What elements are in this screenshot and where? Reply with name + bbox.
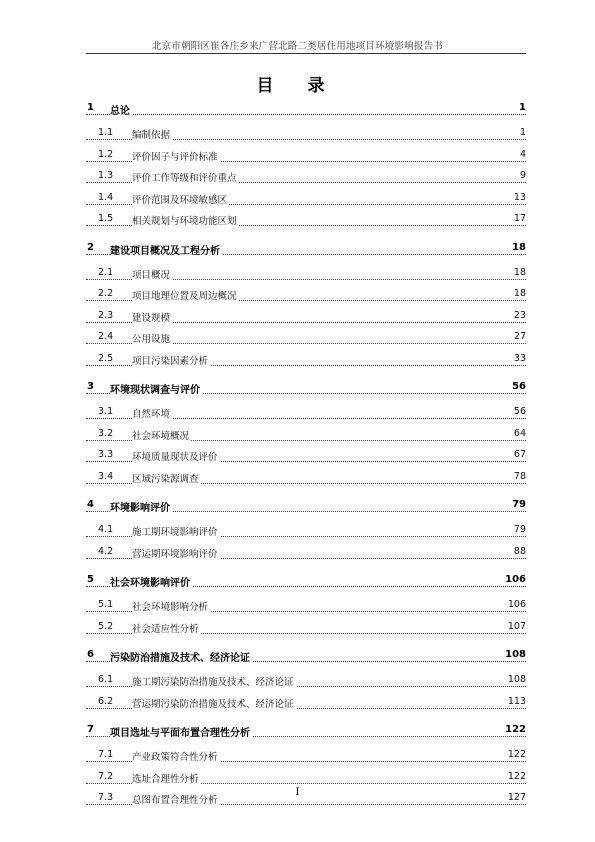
toc-entry-title: 社会环境概况 <box>132 428 191 442</box>
toc-entry-page: 108 <box>505 649 526 660</box>
page-number: I <box>295 787 300 798</box>
toc-entry-number: 1.3 <box>98 170 114 181</box>
toc-entry-page: 122 <box>507 749 526 760</box>
toc-section-entry[interactable] <box>86 674 526 690</box>
toc-entry-number: 2.1 <box>98 266 114 278</box>
toc-entry-title: 总图布置合理性分析 <box>132 792 220 806</box>
toc-section-entry[interactable] <box>86 749 526 765</box>
toc-entry-number: 4.1 <box>98 524 114 535</box>
toc-entry-title: 建设规模 <box>132 310 172 324</box>
toc-entry-title: 环境现状调查与评价 <box>110 381 202 396</box>
toc-entry-title: 施工期污染防治措施及技术、经济论证 <box>132 674 296 688</box>
toc-section-entry[interactable] <box>86 599 526 615</box>
toc-section-entry[interactable] <box>86 127 526 143</box>
toc-section-entry[interactable] <box>86 213 526 229</box>
toc-chapter-entry[interactable] <box>86 574 526 590</box>
toc-entry-title: 公用设施 <box>132 331 172 345</box>
running-header: 北京市朝阳区崔各庄乡来广营北路二类居住用地项目环境影响报告书 <box>151 41 443 52</box>
toc-chapter-entry[interactable] <box>86 499 526 515</box>
toc-section-entry[interactable] <box>86 696 526 712</box>
toc-entry-page: 56 <box>512 381 526 392</box>
toc-entry-title: 营运期环境影响评价 <box>132 546 220 560</box>
toc-entry-page: 23 <box>513 309 526 321</box>
toc-entry-number: 5.1 <box>98 599 114 610</box>
toc-entry-title: 环境影响评价 <box>110 499 172 514</box>
toc-entry-page: 18 <box>513 266 526 278</box>
toc-entry-page: 106 <box>507 599 526 610</box>
toc-entry-title: 产业政策符合性分析 <box>132 749 220 763</box>
toc-chapter-entry[interactable] <box>86 102 526 118</box>
toc-entry-number: 3.3 <box>98 449 114 460</box>
toc-entry-page: 13 <box>513 191 526 203</box>
toc-entry-title: 项目地理位置及周边概况 <box>132 288 239 302</box>
toc-section-entry[interactable] <box>86 406 526 422</box>
toc-entry-title: 区域污染源调查 <box>132 471 201 485</box>
toc-entry-page: 113 <box>507 695 526 707</box>
toc-entry-number: 3.1 <box>98 406 114 417</box>
toc-section-entry[interactable] <box>86 267 526 283</box>
toc-entry-page: 64 <box>513 427 526 439</box>
toc-section-entry[interactable] <box>86 170 526 186</box>
toc-entry-number: 1.2 <box>98 148 114 160</box>
header-divider <box>86 53 526 54</box>
toc-entry-title: 编制依据 <box>132 127 172 141</box>
toc-entry-title: 选址合理性分析 <box>132 771 201 785</box>
toc-entry-page: 122 <box>505 724 526 735</box>
toc-entry-title: 营运期污染防治措施及技术、经济论证 <box>132 696 296 710</box>
toc-section-entry[interactable] <box>86 524 526 540</box>
toc-section-entry[interactable] <box>86 353 526 369</box>
toc-entry-title: 评价因子与评价标准 <box>132 149 220 163</box>
toc-entry-number: 4.2 <box>98 545 114 557</box>
toc-title: 目 录 <box>256 76 339 96</box>
toc-entry-page: 9 <box>519 170 526 181</box>
toc-chapter-entry[interactable] <box>86 242 526 258</box>
toc-entry-page: 108 <box>507 674 526 685</box>
toc-entry-number: 6.2 <box>98 695 114 707</box>
toc-entry-number: 6.1 <box>98 674 114 685</box>
toc-entry-number: 2 <box>87 241 94 253</box>
toc-entry-page: 18 <box>512 241 526 253</box>
toc-entry-number: 3.2 <box>98 427 114 439</box>
toc-section-entry[interactable] <box>86 546 526 562</box>
toc-entry-number: 5.2 <box>98 620 114 632</box>
toc-entry-page: 78 <box>513 470 526 482</box>
toc-section-entry[interactable] <box>86 771 526 787</box>
toc-section-entry[interactable] <box>86 449 526 465</box>
toc-entry-page: 33 <box>513 352 526 364</box>
toc-entry-title: 项目概况 <box>132 267 172 281</box>
toc-entry-title: 评价范围及环境敏感区 <box>132 192 229 206</box>
toc-entry-page: 4 <box>519 148 526 160</box>
toc-entry-title: 环境质量现状及评价 <box>132 449 220 463</box>
toc-entry-number: 6 <box>87 649 94 660</box>
toc-entry-page: 67 <box>513 449 526 460</box>
toc-entry-page: 27 <box>513 331 526 342</box>
toc-entry-page: 79 <box>513 524 526 535</box>
toc-entry-title: 评价工作等级和评价重点 <box>132 170 239 184</box>
toc-entry-title: 建设项目概况及工程分析 <box>110 242 222 257</box>
toc-entry-number: 7 <box>87 724 94 735</box>
toc-entry-page: 56 <box>513 406 526 417</box>
toc-entry-title: 相关规划与环境功能区划 <box>132 213 239 227</box>
toc-entry-title: 施工期环境影响评价 <box>132 524 220 538</box>
toc-entry-title: 自然环境 <box>132 406 172 420</box>
toc-section-entry[interactable] <box>86 288 526 304</box>
toc-entry-number: 1 <box>87 102 94 113</box>
toc-section-entry[interactable] <box>86 192 526 208</box>
toc-entry-page: 127 <box>507 792 526 803</box>
toc-chapter-entry[interactable] <box>86 649 526 665</box>
toc-entry-number: 2.4 <box>98 331 114 342</box>
toc-entry-number: 7.2 <box>98 770 114 782</box>
toc-section-entry[interactable] <box>86 471 526 487</box>
toc-section-entry[interactable] <box>86 621 526 637</box>
toc-entry-number: 2.5 <box>98 352 114 364</box>
toc-entry-number: 3 <box>87 381 94 392</box>
toc-chapter-entry[interactable] <box>86 724 526 740</box>
toc-entry-title: 社会环境影响评价 <box>110 574 192 589</box>
toc-entry-number: 2.2 <box>98 288 114 299</box>
toc-entry-page: 17 <box>513 213 526 224</box>
toc-entry-number: 7.1 <box>98 749 114 760</box>
toc-entry-number: 1.1 <box>98 127 114 138</box>
toc-entry-page: 122 <box>507 770 526 782</box>
toc-entry-page: 79 <box>512 499 526 510</box>
toc-chapter-entry[interactable] <box>86 381 526 397</box>
toc-entry-page: 107 <box>507 620 526 632</box>
toc-section-entry[interactable] <box>86 428 526 444</box>
toc-entry-number: 1.5 <box>98 213 114 224</box>
toc-entry-number: 3.4 <box>98 470 114 482</box>
toc-entry-title: 污染防治措施及技术、经济论证 <box>110 649 252 664</box>
toc-entry-number: 4 <box>87 499 94 510</box>
toc-entry-number: 1.4 <box>98 191 114 203</box>
toc-entry-page: 1 <box>519 127 526 138</box>
toc-entry-page: 1 <box>519 102 526 113</box>
toc-entry-page: 18 <box>513 288 526 299</box>
toc-entry-title: 总论 <box>110 102 132 117</box>
toc-section-entry[interactable] <box>86 149 526 165</box>
dot-leader <box>86 114 526 115</box>
toc-section-entry[interactable] <box>86 331 526 347</box>
toc-entry-title: 社会适应性分析 <box>132 621 201 635</box>
toc-entry-title: 项目选址与平面布置合理性分析 <box>110 724 252 739</box>
toc-entry-title: 社会环境影响分析 <box>132 599 210 613</box>
toc-section-entry[interactable] <box>86 310 526 326</box>
toc-entry-number: 2.3 <box>98 309 114 321</box>
toc-entry-number: 7.3 <box>98 792 114 803</box>
toc-entry-title: 项目污染因素分析 <box>132 353 210 367</box>
toc-entry-page: 106 <box>505 574 526 585</box>
toc-entry-number: 5 <box>87 574 94 585</box>
toc-entry-page: 88 <box>513 545 526 557</box>
